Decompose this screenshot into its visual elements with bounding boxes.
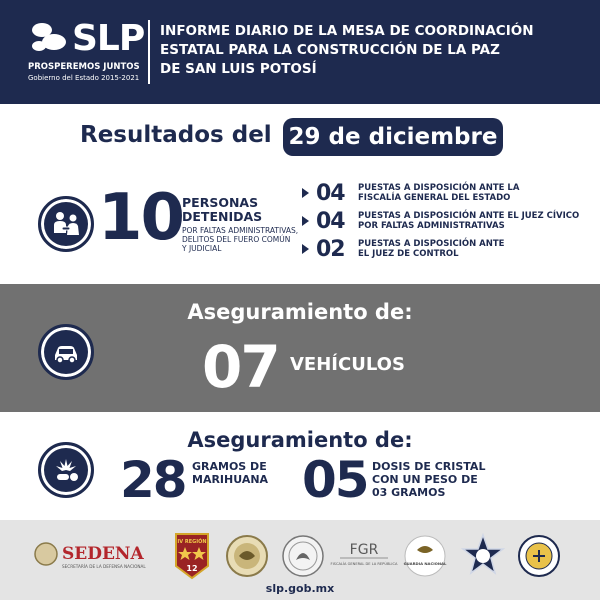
disposition-text-line: FISCALÍA GENERAL DEL ESTADO — [358, 193, 511, 203]
sedena-subtext: SECRETARÍA DE LA DEFENSA NACIONAL — [62, 564, 146, 569]
disposition-text-line: PUESTAS A DISPOSICIÓN ANTE — [358, 239, 505, 249]
cristal-count: 05 — [302, 451, 368, 509]
logo-tagline: PROSPEREMOS JUNTOS — [28, 62, 140, 72]
disposition-count: 04 — [316, 181, 345, 206]
disposition-text-line: PUESTAS A DISPOSICIÓN ANTE LA — [358, 183, 520, 193]
marihuana-label-line: GRAMOS DE — [192, 460, 267, 473]
police-star-logo — [458, 532, 508, 580]
header-divider — [148, 20, 150, 84]
cristal-label-line: 03 GRAMOS — [372, 486, 446, 499]
guardia-nacional-text: GUARDIA NACIONAL — [403, 561, 447, 566]
disposition-text — [358, 211, 579, 231]
website-url[interactable]: slp.gob.mx — [265, 582, 335, 595]
detained-desc-line: POR FALTAS ADMINISTRATIVAS, — [182, 226, 299, 235]
date-badge: 29 de diciembre — [283, 118, 503, 156]
marijuana-pills-icon — [38, 442, 94, 498]
fgr-subtext: FISCALÍA GENERAL DE LA REPÚBLICA — [330, 562, 398, 566]
disposition-count: 04 — [316, 209, 345, 234]
detained-title-line: DETENIDAS — [182, 209, 263, 224]
iv-region-number: 12 — [186, 564, 198, 573]
guardia-nacional-seal-logo — [224, 532, 270, 580]
detained-title — [182, 196, 262, 224]
disposition-text-line: POR FALTAS ADMINISTRATIVAS — [358, 221, 505, 231]
report-title-line: INFORME DIARIO DE LA MESA DE COORDINACIÓN — [160, 23, 534, 39]
cristal-label — [372, 460, 485, 499]
disposition-text — [358, 183, 519, 203]
arrow-icon — [302, 188, 309, 198]
marihuana-label-line: MARIHUANA — [192, 473, 269, 486]
iv-region-logo — [172, 532, 212, 580]
sedena-text: SEDENA — [62, 544, 144, 564]
detained-desc-line: Y JUDICIAL — [182, 244, 222, 253]
mexico-eagle-seal-logo — [280, 532, 326, 580]
disposition-item — [302, 210, 592, 236]
cristal-label-line: CON UN PESO DE — [372, 473, 478, 486]
detained-desc-line: DELITOS DEL FUERO COMÚN — [182, 235, 291, 244]
disposition-text — [358, 239, 504, 259]
cristal-label-line: DOSIS DE CRISTAL — [372, 460, 486, 473]
marihuana-count: 28 — [120, 451, 186, 509]
report-title — [160, 22, 590, 79]
car-icon — [38, 324, 94, 380]
report-title-line: DE SAN LUIS POTOSÍ — [160, 61, 317, 77]
iv-region-text: IV REGIÓN — [177, 539, 207, 545]
institution-logos — [20, 532, 580, 580]
fgr-text: FGR — [349, 542, 379, 558]
slp-logo-mark-icon — [30, 20, 70, 54]
report-title-line: ESTATAL PARA LA CONSTRUCCIÓN DE LA PAZ — [160, 42, 500, 58]
fgr-logo — [330, 532, 398, 580]
detained-count: 10 — [98, 181, 184, 255]
disposition-list — [302, 182, 592, 266]
marihuana-label — [192, 460, 268, 486]
arrow-icon — [302, 216, 309, 226]
handcuffed-person-icon — [38, 196, 94, 252]
logo-word: SLP — [72, 18, 145, 59]
disposition-count: 02 — [316, 237, 345, 262]
detained-title-line: PERSONAS — [182, 195, 259, 210]
drugs-section-title: Aseguramiento de: — [187, 428, 413, 452]
sedena-logo — [32, 532, 162, 580]
results-heading — [0, 118, 600, 158]
logo-subline: Gobierno del Estado 2015-2021 — [28, 74, 140, 82]
disposition-item — [302, 182, 592, 208]
detained-description — [182, 226, 298, 253]
disposition-text-line: EL JUEZ DE CONTROL — [358, 249, 459, 259]
vehicles-section-title: Aseguramiento de: — [187, 300, 413, 324]
header-bar — [0, 0, 600, 104]
fiscalia-estado-logo — [514, 532, 564, 580]
disposition-item — [302, 238, 592, 264]
arrow-icon — [302, 244, 309, 254]
vehicles-count: 07 — [202, 333, 279, 401]
guardia-nacional-logo — [400, 532, 450, 580]
slp-logo — [28, 18, 145, 88]
results-label: Resultados del — [80, 122, 272, 148]
disposition-text-line: PUESTAS A DISPOSICIÓN ANTE EL JUEZ CÍVICO — [358, 211, 580, 221]
vehicles-label: VEHÍCULOS — [290, 354, 405, 375]
